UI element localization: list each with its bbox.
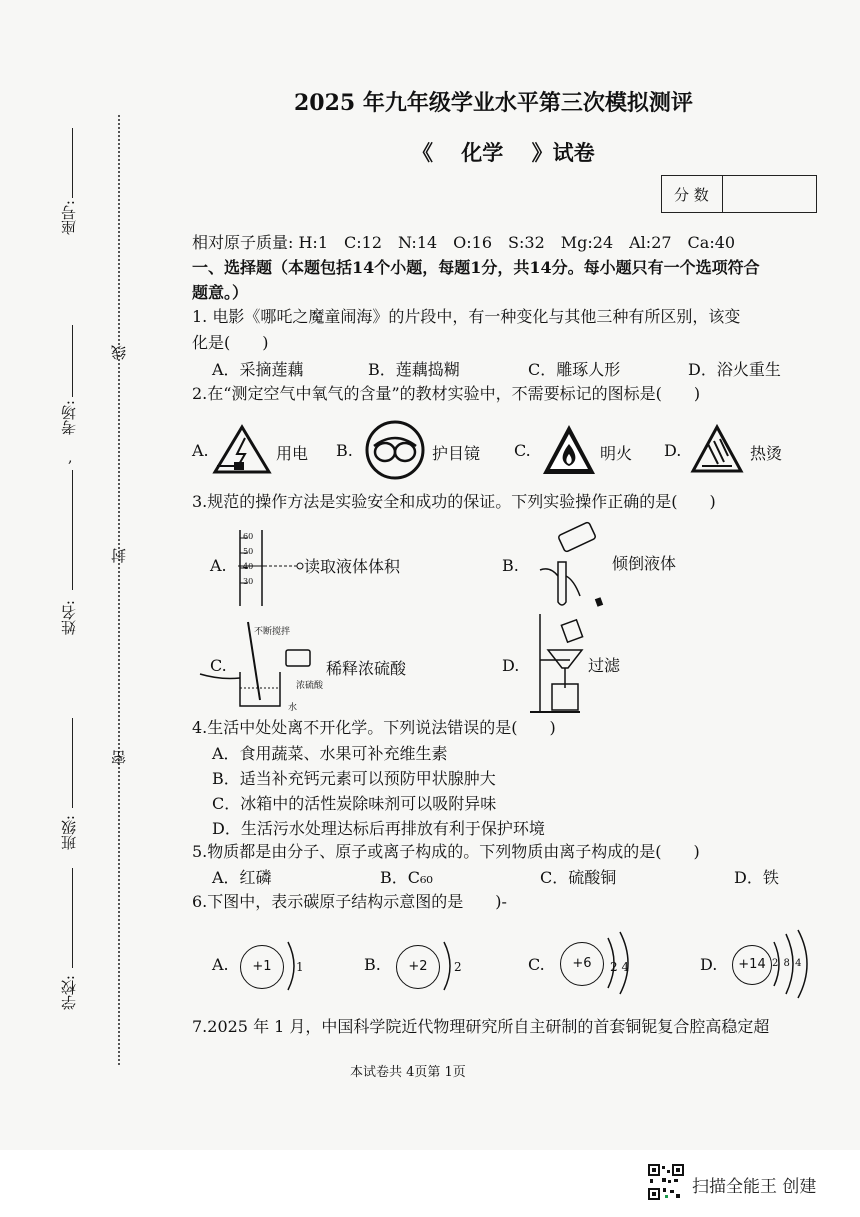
scanner-watermark: 扫描全能王 创建 [692,1177,817,1197]
q2-option-b-label: 护目镜 [432,444,481,463]
q6-stem: 6.下图中，表示碳原子结构示意图的是 )- [192,892,507,911]
seal-mi-char: 密 [110,750,128,765]
q1-option-d: D．浴火重生 [688,360,781,379]
qr-code-icon [648,1164,684,1200]
q3-option-b-letter: B. [502,556,519,575]
q6-option-a-letter: A. [212,955,229,974]
goggles-icon [364,420,426,480]
q3-tick-30: 30 [243,577,254,586]
seat-blank [72,128,73,198]
q1-option-a: A．采摘莲藕 [212,360,304,379]
q2-option-b-letter: B. [336,441,353,460]
q1-option-c: C．雕琢人形 [528,360,621,379]
q2-option-d-label: 热烫 [750,444,783,463]
q4-option-a: A．食用蔬菜、水果可补充维生素 [212,744,448,763]
class-blank [72,718,73,808]
pouring-liquid-figure [530,520,610,610]
open-flame-icon [540,422,598,478]
q2-option-d-letter: D. [664,441,682,460]
q3-stem: 3.规范的操作方法是实验安全和成功的保证。下列实验操作正确的是( ) [192,492,716,511]
q3-option-a-letter: A. [210,556,227,575]
q5-option-c: C．硫酸铜 [540,868,617,887]
exam-room-label: 考场: [60,400,78,436]
school-blank [72,868,73,968]
q6-option-d-nucleus: +14 [732,945,772,985]
q3-note-water: 水 [288,703,298,713]
q3-note-acid: 浓硫酸 [296,681,324,691]
score-separator [722,176,723,212]
score-box [661,175,817,213]
q6-option-a-nucleus: +1 [240,945,284,989]
q6-option-d-electrons: 2 8 4 [772,958,803,969]
q5-option-d: D．铁 [734,868,779,887]
q2-option-a-label: 用电 [276,444,309,463]
q1-stem-line1: 1. 电影《哪吒之魔童闹海》的片段中，有一种变化与其他三种有所区别，该变 [192,307,741,326]
q7-stem-line1: 7.2025 年 1 月，中国科学院近代物理研究所自主研制的首套铜铌复合腔高稳定超 [192,1017,770,1036]
q3-tick-60: 60 [243,532,254,541]
q4-option-b: B．适当补充钙元素可以预防甲状腺肿大 [212,769,496,788]
q6-option-a-electrons: 1 [296,960,304,974]
q1-option-b: B．莲藕捣糊 [368,360,460,379]
q6-option-c-letter: C. [528,955,545,974]
hot-surface-icon [690,424,744,474]
q3-option-c-letter: C. [210,656,227,675]
q3-option-d-label: 过滤 [588,656,621,675]
q5-stem: 5.物质都是由分子、原子或离子构成的。下列物质由离子构成的是( ) [192,842,700,861]
q3-tick-50: 50 [243,547,254,556]
q2-option-c-label: 明火 [600,444,633,463]
q1-stem-line2: 化是( ) [192,333,269,352]
q4-stem: 4.生活中处处离不开化学。下列说法错误的是( ) [192,718,556,737]
q5-option-a: A．红磷 [212,868,272,887]
binding-dotted-line [118,115,120,1065]
exam-title: 2025 年九年级学业水平第三次模拟测评 [294,90,693,116]
seat-label: 座号: [60,200,78,236]
q2-option-a-letter: A. [192,441,209,460]
q3-option-d-letter: D. [502,656,520,675]
name-blank [72,470,73,590]
subject-title: 《 化学 》试卷 [412,140,595,165]
q4-option-d: D．生活污水处理达标后再排放有利于保护环境 [212,819,545,838]
seal-feng-char: 封 [110,548,128,563]
q3-option-a-label: 读取液体体积 [304,557,401,576]
atomic-mass-line: 相对原子质量: H:1 C:12 N:14 O:16 S:32 Mg:24 Al:27 Ca:40 [192,233,736,252]
q4-option-c: C．冰箱中的活性炭除味剂可以吸附异味 [212,794,497,813]
comma-mark: , [68,450,73,466]
q3-option-c-label: 稀释浓硫酸 [326,659,407,678]
section-heading-line2: 题意。） [192,283,249,302]
name-label: 姓名: [60,600,78,636]
page-info: 本试卷共 4页第 1页 [350,1065,466,1080]
score-label: 分 数 [674,186,709,204]
seal-line-char: 线 [110,345,128,360]
q2-option-c-letter: C. [514,441,531,460]
q6-option-d-letter: D. [700,955,718,974]
q3-tick-40: 40 [243,562,254,571]
section-heading-line1: 一、选择题（本题包括14个小题，每题1分，共14分。每小题只有一个选项符合 [192,258,760,277]
q6-option-b-nucleus: +2 [396,945,440,989]
filtration-figure [530,612,594,716]
q5-option-b: B．C₆₀ [380,868,433,887]
q3-option-b-label: 倾倒液体 [612,554,677,573]
exam-room-blank [72,325,73,397]
q3-note-stir: 不断搅拌 [254,627,291,637]
q6-option-c-nucleus: +6 [560,942,604,986]
q6-option-b-electrons: 2 [454,960,462,974]
electricity-warning-icon [212,424,272,476]
q6-option-b-letter: B. [364,955,381,974]
school-label: 学校: [60,975,78,1011]
q6-option-c-electrons: 2 4 [610,960,630,974]
q2-stem: 2.在“测定空气中氧气的含量”的教材实验中，不需要标记的图标是( ) [192,384,701,403]
class-label: 班级: [60,815,78,851]
